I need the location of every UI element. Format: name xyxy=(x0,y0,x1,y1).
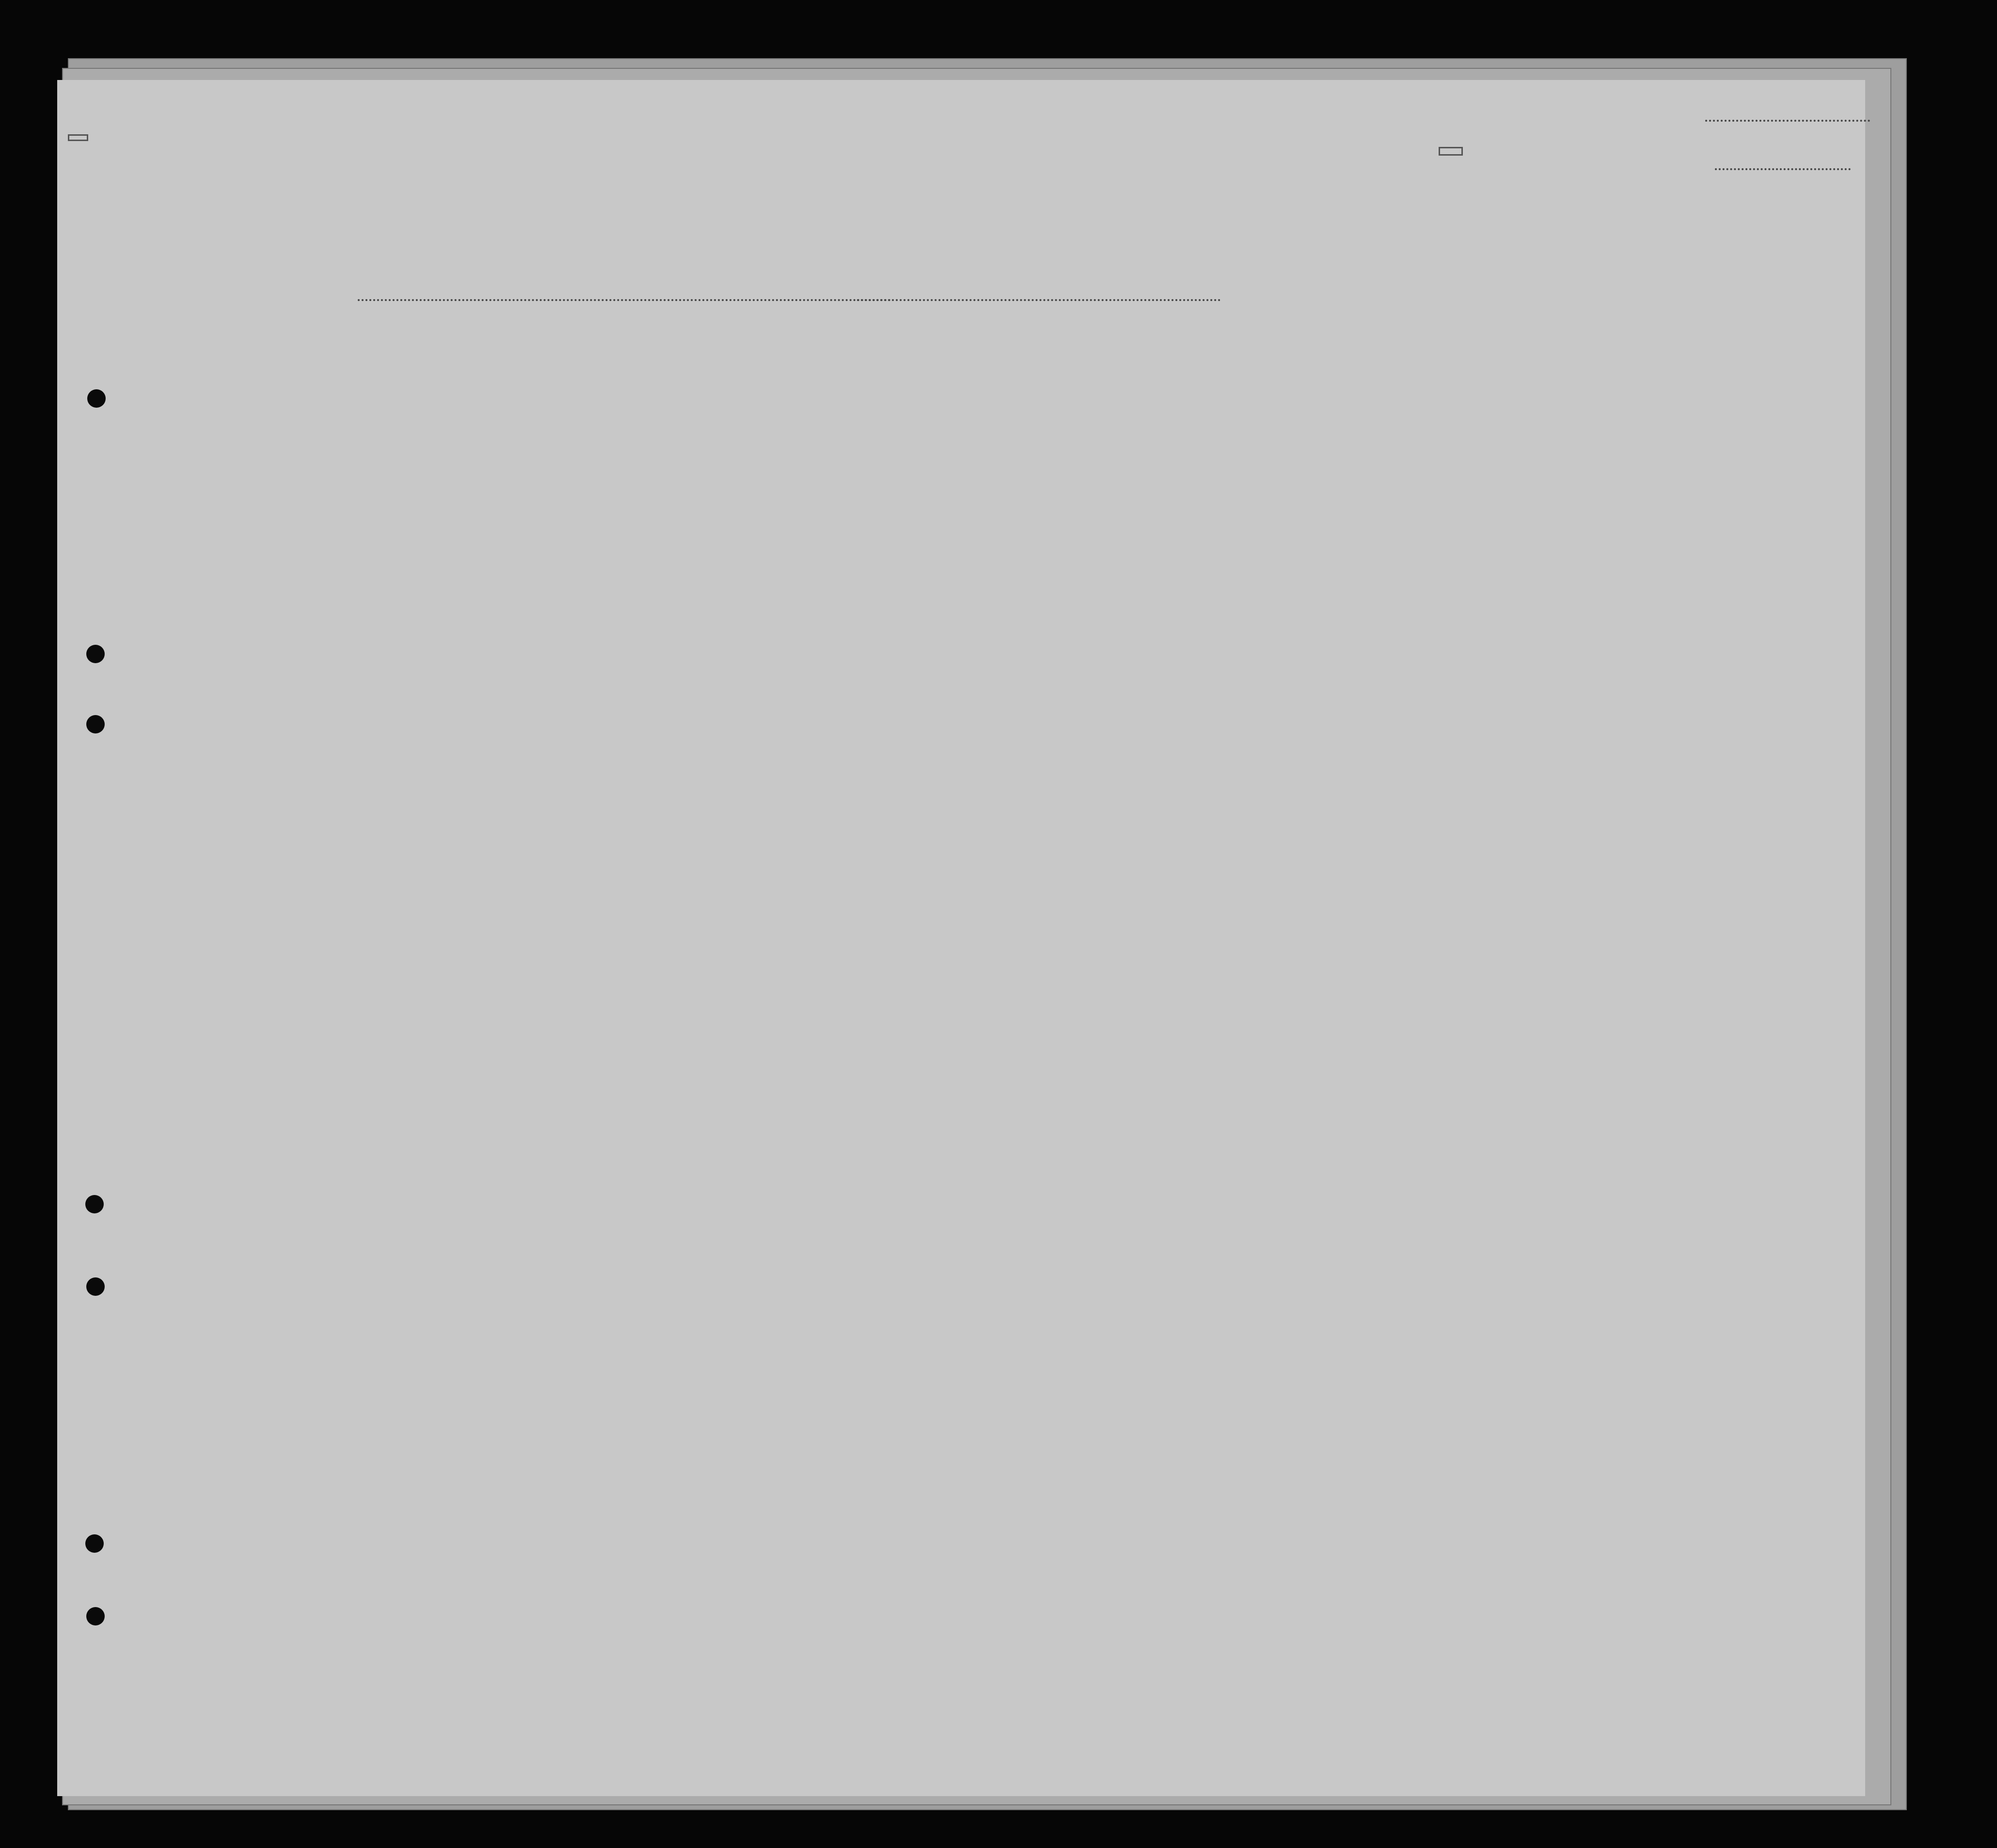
manifest-grid xyxy=(57,80,1865,1534)
binder-hole-4 xyxy=(85,1195,104,1213)
binder-hole-1 xyxy=(87,389,106,408)
binder-hole-7 xyxy=(86,1607,105,1625)
manifest-sheet xyxy=(57,80,1865,1796)
binder-hole-5 xyxy=(86,1277,105,1296)
binder-hole-2 xyxy=(86,645,105,663)
binder-hole-3 xyxy=(86,715,105,733)
binder-hole-6 xyxy=(85,1534,104,1553)
